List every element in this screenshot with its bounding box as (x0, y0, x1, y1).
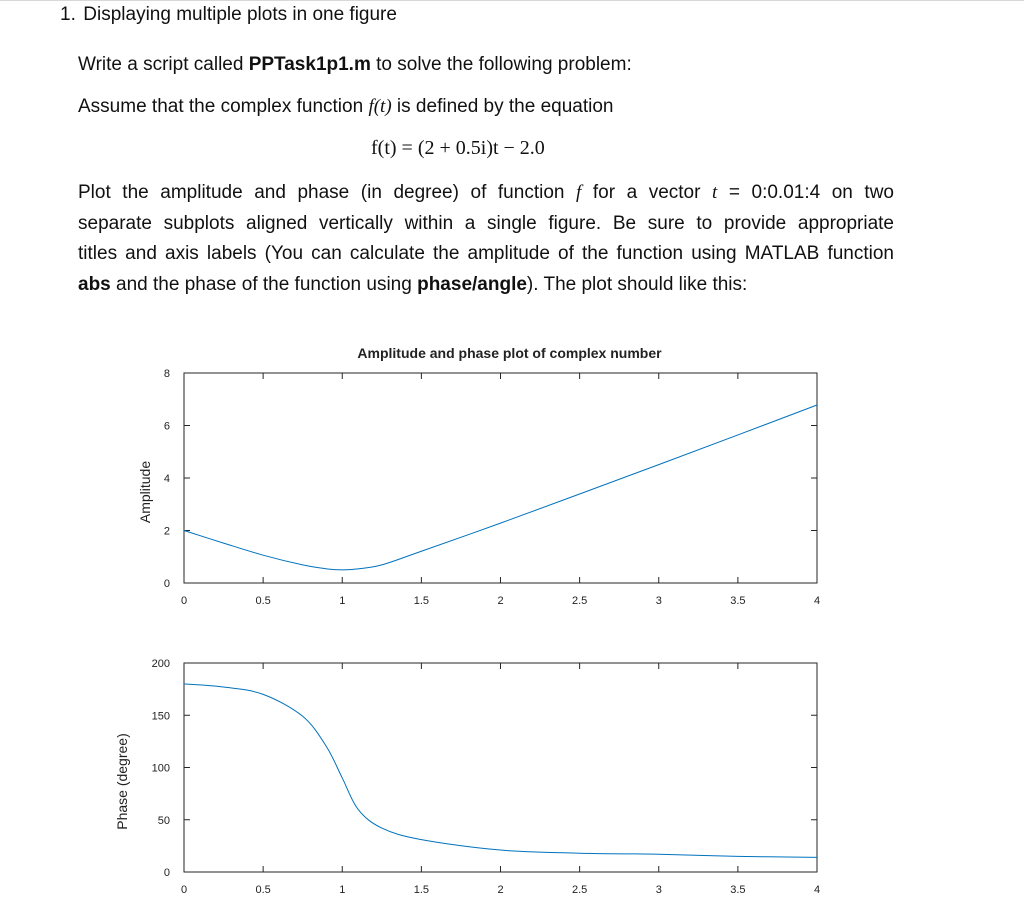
para-r4a: and the phase of the function using (110, 273, 418, 295)
plot2-xtick-label: 2.5 (571, 884, 588, 896)
plot2-xtick-label: 0 (180, 884, 188, 896)
plot1-xtick-label: 2.5 (571, 595, 588, 607)
plot2-ylabel: Phase (degree) (114, 733, 130, 830)
plot1-xtick-label: 3.5 (730, 595, 746, 607)
para-row-3: titles and axis labels (You can calculate the amplitude of the function using MATLAB function (78, 243, 894, 264)
para-r1t: t (712, 182, 718, 203)
para-r1b: for a vector (581, 182, 713, 203)
plot2-ytick-label: 200 (151, 658, 170, 670)
para-r1f: f (576, 182, 582, 203)
task-line-1-prefix: Write a script called (78, 54, 249, 75)
section-title: Displaying multiple plots in one figure (83, 4, 397, 25)
para-r1c: = 0:0.01:4 on two (717, 182, 894, 203)
plot1-xtick-label: 0.5 (255, 595, 271, 607)
plot2-xtick-label: 1.5 (413, 884, 430, 896)
plot1-ytick-label: 6 (163, 420, 170, 433)
plot1-ytick-label: 8 (163, 368, 170, 380)
task-line-2-suffix: is defined by the equation (391, 96, 614, 117)
plot2-xtick-label: 1 (339, 884, 346, 896)
plot1-ytick-label: 4 (163, 473, 170, 485)
para-r1a: Plot the amplitude and phase (in degree) of function (78, 182, 577, 203)
plot2-ytick-label: 150 (151, 710, 170, 723)
plot2-xtick-label: 0.5 (255, 884, 271, 896)
para-r4b: ). The plot should like this: (526, 273, 748, 295)
plot2-ytick-label: 100 (151, 762, 170, 775)
plot1-xtick-label: 1.5 (413, 595, 430, 607)
plot2-xtick-label: 3.5 (730, 884, 746, 896)
plot1-ytick-label: 0 (163, 578, 170, 590)
plot1-xtick-label: 1 (339, 595, 346, 607)
plot1-axes-box (184, 373, 817, 583)
plot1-title: Amplitude and phase plot of complex number (357, 345, 662, 361)
plot1-xtick-label: 0 (180, 595, 188, 607)
para-row-2: separate subplots aligned vertically within a single figure. Be sure to provide appropriate (78, 212, 894, 234)
plot2-xtick-label: 3 (655, 884, 662, 896)
plot1-ytick-label: 2 (163, 525, 170, 538)
section-number: 1. (60, 4, 76, 25)
plot2-ytick-label: 50 (157, 814, 170, 827)
plot2-axes-box (184, 663, 817, 872)
plot1-xtick-label: 3 (655, 595, 662, 607)
plot2-xtick-label: 4 (813, 884, 821, 896)
plot2-ytick-label: 0 (163, 867, 170, 879)
task-line-2-prefix: Assume that the complex function (78, 96, 369, 117)
function-name: f(t) (368, 96, 392, 117)
task-line-1-suffix: to solve the following problem: (370, 54, 632, 75)
plot1-xtick-label: 4 (813, 595, 821, 607)
phase-keyword: phase/angle (417, 273, 527, 295)
abs-keyword: abs (78, 273, 111, 295)
plot1-ylabel: Amplitude (137, 460, 153, 524)
script-name: PPTask1p1.m (248, 54, 371, 75)
equation: f(t) = (2 + 0.5i)t − 2.0 (371, 137, 545, 159)
plot1-xtick-label: 2 (497, 595, 504, 607)
plot2-xtick-label: 2 (497, 884, 504, 896)
